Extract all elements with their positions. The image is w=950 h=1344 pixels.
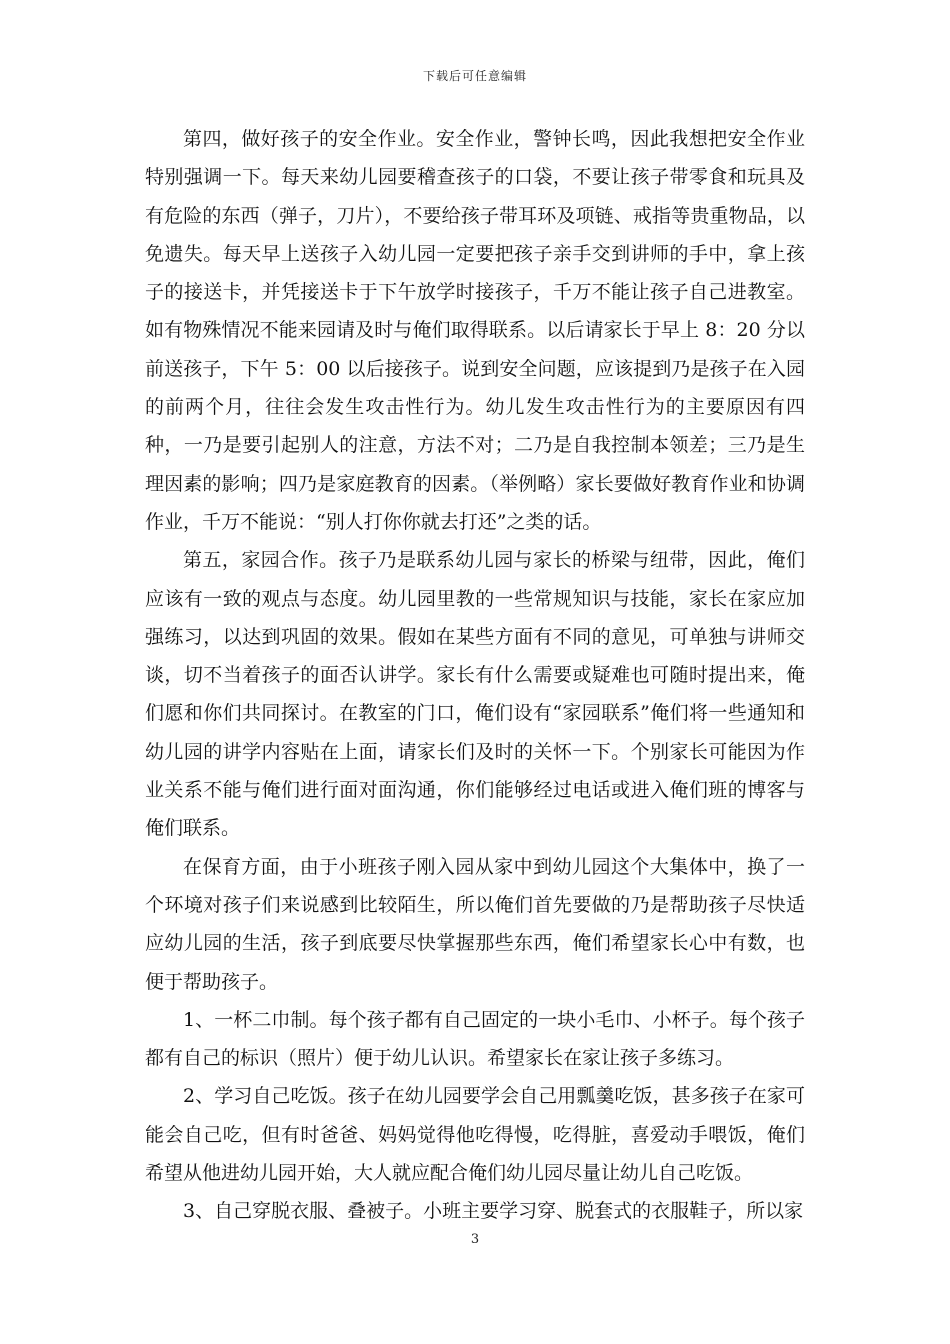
paragraph-care-intro: 在保育方面，由于小班孩子刚入园从家中到幼儿园这个大集体中，换了一个环境对孩子们来说感到比较陌生，所以俺们首先要做的乃是帮助孩子尽快适应幼儿园的生活，孩子到底要尽快掌握那些东西，俺们希望家长心中有数，也便于帮助孩子。 [145, 855, 805, 993]
paragraph-cooperation: 第五，家园合作。孩子乃是联系幼儿园与家长的桥梁与纽带，因此，俺们应该有一致的观点与态度。幼儿园里教的一些常规知识与技能，家长在家应加强练习，以达到巩固的效果。假如在某些方面有不同的意见，可单独与讲师交谈，切不当着孩子的面否认讲学。家长有什么需要或疑难也可随时提出来，俺们愿和你们共同探讨。在教室的门口，俺们设有“家园联系”俺们将一些通知和幼儿园的讲学内容贴在上面，请家长们及时的关怀一下。个别家长可能因为作业关系不能与俺们进行面对面沟通，你们能够经过电话或进入俺们班的博客与俺们联系。 [145, 549, 805, 840]
document-body [145, 120, 805, 1231]
paragraph-eating: 2、学习自己吃饭。孩子在幼儿园要学会自己用瓢羹吃饭，甚多孩子在家可能会自己吃，但有时爸爸、妈妈觉得他吃得慢，吃得脏，喜爱动手喂饭，俺们希望从他进幼儿园开始，大人就应配合俺们幼儿园尽量让幼儿自己吃饭。 [145, 1085, 805, 1185]
paragraph-dressing: 3、自己穿脱衣服、叠被子。小班主要学习穿、脱套式的衣服鞋子，所以家 [183, 1200, 804, 1223]
page-number: 3 [470, 1232, 480, 1247]
page-header: 下载后可任意编辑 [422, 69, 527, 83]
paragraph-safety: 第四，做好孩子的安全作业。安全作业，警钟长鸣，因此我想把安全作业特别强调一下。每天来幼儿园要稽查孩子的口袋，不要让孩子带零食和玩具及有危险的东西（弹子，刀片），不要给孩子带耳环及项链、戒指等贵重物品，以免遗失。每天早上送孩子入幼儿园一定要把孩子亲手交到讲师的手中，拿上孩子的接送卡，并凭接送卡于下午放学时接孩子，千万不能让孩子自己进教室。如有物殊情况不能来园请及时与俺们取得联系。以后请家长于早上 8：20 分以前送孩子，下午 5：00 以后接孩子。说到安全问题，应该提到乃是孩子在入园的前两个月，往往会发生攻击性行为。幼儿发生攻击性行为的主要原因有四种，一乃是要引起别人的注意，方法不对；二乃是自我控制本领差；三乃是生理因素的影响；四乃是家庭教育的因素。（举例略）家长要做好教育作业和协调作业，千万不能说：“别人打你你就去打还”之类的话。 [145, 128, 805, 533]
paragraph-cup-towel: 1、一杯二巾制。每个孩子都有自己固定的一块小毛巾、小杯子。每个孩子都有自己的标识（照片）便于幼儿认识。希望家长在家让孩子多练习。 [145, 1008, 805, 1070]
